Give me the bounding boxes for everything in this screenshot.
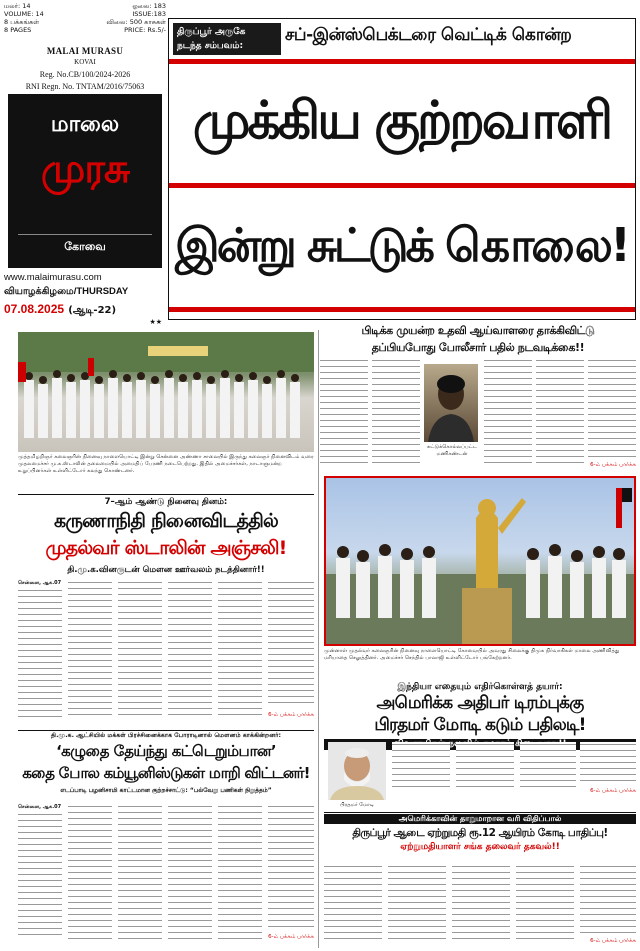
police-text-col4 — [536, 358, 584, 466]
memorial-rule — [18, 494, 314, 495]
memorial-text-col2 — [68, 580, 112, 718]
logo-city-text: கோவை — [64, 240, 106, 253]
lead-kicker-line2: நடந்த சம்பவம்: — [177, 41, 244, 51]
pages-en: 8 PAGES — [4, 26, 32, 34]
export-rule — [324, 812, 636, 813]
communist-text-col2 — [68, 804, 112, 940]
memorial-text-col3 — [118, 580, 162, 718]
logo-rule — [18, 234, 152, 235]
malai-murasu-logo — [8, 94, 162, 268]
modi-photo — [328, 742, 386, 800]
police-text-col1 — [320, 358, 368, 466]
memorial-story — [18, 494, 314, 726]
communist-subhead: எடப்பாடி பழனிசாமி காட்டமான குற்றச்சாட்டு: “பல்வேறு பணிகள் நிறுத்தம்” — [60, 787, 272, 794]
stars: ★★ — [149, 318, 162, 326]
modi-continued: 6-ம் பக்கம் பார்க்க — [590, 788, 636, 794]
paper-name-en: MALAI MURASU — [46, 46, 124, 56]
logo-main-text: முரசு — [40, 146, 130, 192]
reg-no: Reg. No.CB/100/2024-2026 — [39, 70, 131, 79]
export-text-col1 — [324, 864, 382, 944]
lead-kicker — [173, 23, 281, 55]
modi-text-col2 — [456, 742, 514, 792]
price-en: PRICE: Rs.5/- — [124, 26, 166, 34]
memorial-text-col1 — [18, 588, 62, 718]
volume-en: VOLUME: 14 — [4, 10, 44, 18]
lead-redbar-bottom — [169, 307, 636, 312]
modi-headline-2: பிரதமர் மோடி கடும் பதிலடி! — [374, 715, 586, 735]
modi-text-col1 — [392, 742, 450, 792]
communist-story — [18, 730, 314, 948]
lead-headline-1: முக்கிய குற்றவாளி — [192, 91, 611, 151]
communist-kicker: தி.மு.க. ஆட்சியில் மக்கள் பிரச்சினைக்காக போராடினால் மௌனம் காக்கின்றனர்: — [51, 732, 281, 739]
lead-kicker-line1: திருப்பூர் அருகே — [177, 27, 246, 37]
communist-text-col5 — [218, 804, 262, 940]
export-text-col5 — [580, 864, 636, 936]
march-caption: முத்தமிழறிஞர் கலைஞரின் நினைவு நாளையொட்டி இன்று சென்னை அண்ணா சாலையில் இருந்து கலைஞர் நினைவிடம் வரை முதலமைச்சர் மு.க.ஸ்டாலின் தலைமையில் அமைதிப் பேரணி நடைபெற்றது. இதில் அமைச்சர்கள், நாடாளுமன்ற உறுப்பினர்கள் உள்ளிட்டோர் கலந்து கொண்டனர். — [18, 454, 314, 474]
communist-headline-2: கதை போல கம்யூனிஸ்டுகள் மாறி விட்டனர்! — [22, 764, 310, 782]
date: 07.08.2025 — [4, 302, 65, 316]
masthead — [4, 2, 166, 328]
police-headline-2: தப்பியபோது போலீசார் பதில் நடவடிக்கை!! — [371, 341, 585, 354]
memorial-kicker: 7–ஆம் ஆண்டு நினைவு தினம்: — [104, 497, 228, 507]
communist-dateline: சென்னை, ஆக.07 — [18, 804, 62, 810]
lead-headline-2: இன்று சுட்டுக் கொலை! — [175, 218, 628, 272]
modi-text-col3 — [520, 742, 576, 792]
issue-no-en: ISSUE:183 — [132, 10, 166, 18]
tamil-date: (ஆடி-22) — [68, 305, 117, 316]
day: வியாழக்கிழமை/THURSDAY — [4, 286, 129, 297]
police-text-col2 — [372, 358, 420, 466]
statue-caption: முன்னாள் முதல்வர் கலைஞரின் நினைவு நாளையொட்டி கோவையில் அவரது சிலைக்கு திமுக நிர்வாகிகள் மாலை அணிவித்து மரியாதை செலுத்தினர். அமைச்சர் செந்தில் பாலாஜி உள்ளிட்டோர் பங்கேற்றனர். — [324, 648, 620, 661]
communist-text-col4 — [168, 804, 212, 940]
suspect-caption: சுட்டுக்கொல்லப்பட்ட மணிகண்டன் — [426, 444, 478, 457]
memorial-headline-2: முதல்வர் ஸ்டாலின் அஞ்சலி! — [45, 537, 287, 559]
rni-no: RNI Regn. No. TNTAM/2016/75063 — [25, 82, 145, 91]
suspect-photo — [424, 364, 478, 442]
march-crowd-graphic — [18, 332, 314, 452]
export-subhead: ஏற்றுமதியாளர் சங்க தலைவர் தகவல்!! — [400, 842, 560, 852]
modi-portrait — [328, 742, 386, 800]
police-text-col3 — [484, 358, 532, 466]
export-headline: திருப்பூர் ஆடை ஏற்றுமதி ரூ.12 ஆயிரம் கோடி பாதிப்பு! — [352, 827, 608, 839]
export-text-col3 — [452, 864, 510, 944]
communist-text-col6 — [268, 804, 314, 930]
export-continued: 6-ம் பக்கம் பார்க்க — [590, 938, 636, 944]
statue-graphic — [326, 478, 634, 644]
memorial-dateline: சென்னை, ஆக.07 — [18, 580, 62, 586]
statue-photo — [324, 476, 636, 646]
communist-continued: 6-ம் பக்கம் பார்க்க — [268, 934, 314, 940]
memorial-text-col5 — [218, 580, 262, 718]
modi-headline-1: அமெரிக்க அதிபர் டிரம்புக்கு — [376, 693, 584, 713]
lead-subhead: சப்-இன்ஸ்பெக்டரை வெட்டிக் கொன்ற — [285, 25, 572, 45]
column-divider — [318, 330, 319, 948]
modi-kicker: இந்தியா எதையும் எதிர்கொள்ளத் தயார்: — [397, 682, 563, 692]
city-en: KOVAI — [74, 58, 96, 66]
export-kicker: அமெரிக்காவின் தாறுமாறான வரி விதிப்பால் — [324, 814, 636, 824]
volume-ta: மலர்: 14 — [4, 2, 31, 10]
export-text-col4 — [516, 864, 574, 944]
police-text-col5 — [588, 358, 636, 458]
modi-text-col4 — [580, 742, 636, 786]
export-text-col2 — [388, 864, 446, 944]
communist-rule — [18, 730, 314, 731]
lead-redbar-top — [169, 59, 636, 64]
memorial-text-col4 — [168, 580, 212, 718]
logo-top-text: மாலை — [50, 112, 120, 137]
modi-caption: பிரதமர் மோடி — [339, 802, 375, 808]
communist-text-col1 — [18, 812, 62, 940]
police-story — [320, 324, 636, 472]
lead-redbar-mid — [169, 183, 636, 188]
memorial-headline-1: கருணாநிதி நினைவிடத்தில் — [54, 510, 278, 532]
website: www.malaimurasu.com — [4, 272, 102, 283]
export-story — [324, 812, 636, 948]
march-photo — [18, 332, 314, 452]
date-row — [4, 302, 166, 316]
communist-headline-1: ‘கழுதை தேய்ந்து கட்டெறும்பான’ — [56, 742, 276, 760]
price-ta: விலை: 500 காசுகள் — [106, 18, 166, 26]
suspect-silhouette — [424, 364, 478, 442]
memorial-subhead: தி.மு.க.வினருடன் மௌன ஊர்வலம் நடத்தினார்!! — [67, 565, 265, 575]
police-headline-1: பிடிக்க முயன்ற உதவி ஆய்வாளரை தாக்கிவிட்டு — [361, 324, 595, 337]
memorial-text-col6 — [268, 580, 314, 708]
pages-ta: 8 பக்கங்கள் — [4, 18, 40, 26]
police-continued: 6-ம் பக்கம் பார்க்க — [590, 462, 636, 468]
memorial-continued: 6-ம் பக்கம் பார்க்க — [268, 712, 314, 718]
communist-text-col3 — [118, 804, 162, 940]
lead-story — [168, 18, 636, 320]
issue-no-ta: ஓலை: 183 — [132, 2, 166, 10]
